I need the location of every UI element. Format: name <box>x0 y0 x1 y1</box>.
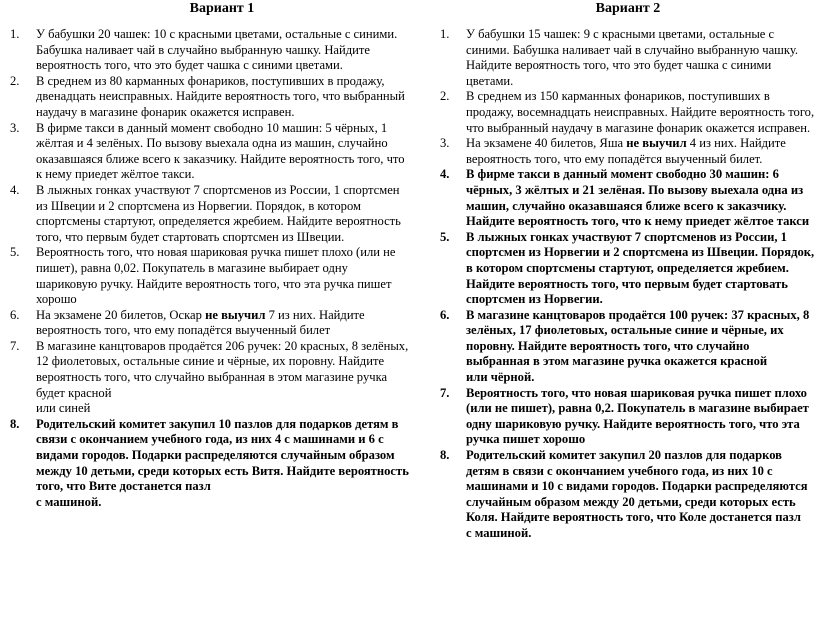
v1-q1-text: У бабушки 20 чашек: 10 с красными цветами, остальные с синими. Бабушка наливает чай в случайно выбранную чашку. Найдите вероятность того, что это будет чашка с синими цветами. <box>36 27 398 73</box>
v2-q8-text: Родительский комитет закупил 20 пазлов для подарков детям в связи с окончанием учебного года, из них 10 с машинами и 10 с видами городов. Подарки распределяются случайным образом между 20 детьми, среди которых есть Коля. Найдите вероятность того, что Коле достанется пазл <box>466 448 808 525</box>
v1-q6-text-post: 7 из них. Найдите вероятность того, что ему попадётся выученный билет <box>36 307 365 338</box>
variant-1-title: Вариант 1 <box>189 1 255 16</box>
v2-q6-text: В магазине канцтоваров продаётся 100 ручек: 37 красных, 8 зелёных, 17 фиолетовых, остальные синие и чёрные, их поровну. Найдите вероятность того, что случайно выбранная в этом магазине ручка окажется красной <box>466 307 810 369</box>
v2-q5-text: В лыжных гонках участвуют 7 спортсменов из России, 1 спортсмен из Норвегии и 2 спортсмена из Швеции. Порядок, в котором спортсмены стартуют, определяется жребием. Найдите вероятность того, что первым будет стартовать спортсмен из Норвегии. <box>466 229 815 307</box>
v1-question-2 <box>10 74 410 121</box>
v2-question-4 <box>440 167 816 229</box>
v2-question-7 <box>440 386 816 448</box>
question-number: 6. <box>10 307 20 322</box>
v2-q3-text-post: 4 из них. Найдите вероятность того, что ему попадётся выученный билет. <box>466 136 786 166</box>
v2-q3-emphasis: не выучил <box>626 136 687 151</box>
question-number: 4. <box>10 182 20 197</box>
question-number: 8. <box>10 416 20 431</box>
question-number: 1. <box>440 27 450 41</box>
v1-question-6 <box>10 308 410 339</box>
question-number: 2. <box>10 73 20 88</box>
question-number: 7. <box>440 385 450 400</box>
variant-1-column <box>10 0 410 510</box>
v1-q5-text: Вероятность того, что новая шариковая ручка пишет плохо (или не пишет), равна 0,02. Покупатель в магазине выбирает одну шариковую ручку. Найдите вероятность того, что эта ручка пишет хорошо <box>36 245 396 307</box>
v2-q1-text: У бабушки 15 чашек: 9 с красными цветами, остальные с синими. Бабушка наливает чай в случайно выбранную чашку. Найдите вероятность того, что это будет чашка с синими цветами. <box>466 27 799 88</box>
v1-q6-emphasis: не выучил <box>205 307 266 322</box>
v2-question-2 <box>440 89 816 136</box>
v1-q4-text: В лыжных гонках участвуют 7 спортсменов из России, 1 спортсмен из Швеции и 2 спортсмена из Норвегии. Порядок, в котором спортсмены стартуют, определяется жребием. Найдите вероятность того, что первым будет стартовать спортсмен из Швеции. <box>36 182 401 244</box>
v1-question-5 <box>10 245 410 307</box>
v1-question-7 <box>10 339 410 417</box>
v1-question-1 <box>10 27 410 74</box>
v1-q8-text: Родительский комитет закупил 10 пазлов для подарков детям в связи с окончанием учебного года, из них 4 с машинами и 6 с видами городов. Подарки распределяются случайным образом между 10 детьми, среди которых есть Витя. Найдите вероятность того, что Вите достанется пазл <box>36 416 409 494</box>
v1-question-3 <box>10 121 410 183</box>
v2-q6-tail: или чёрной. <box>466 370 535 385</box>
v1-q7-text: В магазине канцтоваров продаётся 206 ручек: 20 красных, 8 зелёных, 12 фиолетовых, остальные синие и чёрные, их поровну. Найдите вероятность того, что случайно выбранная в этом магазине ручка будет красной <box>36 338 409 400</box>
v1-q6-text-pre: На экзамене 20 билетов, Оскар <box>36 307 206 322</box>
question-number: 2. <box>440 89 450 104</box>
v1-question-8 <box>10 417 410 511</box>
variant-2-question-list <box>440 27 816 542</box>
v2-question-8 <box>440 448 816 542</box>
variant-2-column <box>440 0 816 542</box>
v2-q2-text: В среднем из 150 карманных фонариков, поступивших в продажу, восемнадцать неисправных. Найдите вероятность того, что выбранный наудачу в магазине фонарик окажется исправен. <box>466 89 815 135</box>
question-number: 7. <box>10 338 20 353</box>
v2-q8-tail: с машиной. <box>466 526 532 540</box>
v2-question-3 <box>440 136 816 167</box>
v1-q7-tail: или синей <box>36 401 91 416</box>
question-number: 6. <box>440 307 450 322</box>
question-number: 4. <box>440 167 450 182</box>
v2-q7-text: Вероятность того, что новая шариковая ручка пишет плохо (или не пишет), равна 0,2. Покупатель в магазине выбирает одну шариковую ручку. Найдите вероятность того, что эта ручка пишет хорошо <box>466 385 809 447</box>
question-number: 3. <box>10 120 20 135</box>
v2-question-1 <box>440 27 816 89</box>
question-number: 1. <box>10 27 20 41</box>
v1-question-4 <box>10 183 410 245</box>
question-number: 8. <box>440 448 450 463</box>
variant-1-question-list <box>10 27 410 510</box>
question-number: 5. <box>10 245 20 260</box>
v2-q3-text-pre: На экзамене 40 билетов, Яша <box>466 136 627 151</box>
question-number: 5. <box>440 229 450 244</box>
v1-q3-text: В фирме такси в данный момент свободно 10 машин: 5 чёрных, 1 жёлтая и 4 зелёных. По вызову выехала одна из машин, случайно оказавшаяся ближе всего к заказчику. Найдите вероятность того, что к нему приедет жёлтое такси. <box>36 120 405 182</box>
question-number: 3. <box>440 136 450 151</box>
v1-q8-tail: с машиной. <box>36 494 102 509</box>
v1-q2-text: В среднем из 80 карманных фонариков, поступивших в продажу, двенадцать неисправных. Найдите вероятность того, что выбранный наудачу в магазине фонарик окажется исправен. <box>36 73 405 119</box>
v2-question-5 <box>440 230 816 308</box>
v2-question-6 <box>440 308 816 386</box>
variant-2-title: Вариант 2 <box>595 1 661 16</box>
v2-q4-text: В фирме такси в данный момент свободно 30 машин: 6 чёрных, 3 жёлтых и 21 зелёная. По вызову выехала одна из машин, случайно оказавшаяся ближе всего к заказчику. Найдите вероятность того, что к нему приедет жёлтое такси <box>466 167 810 229</box>
